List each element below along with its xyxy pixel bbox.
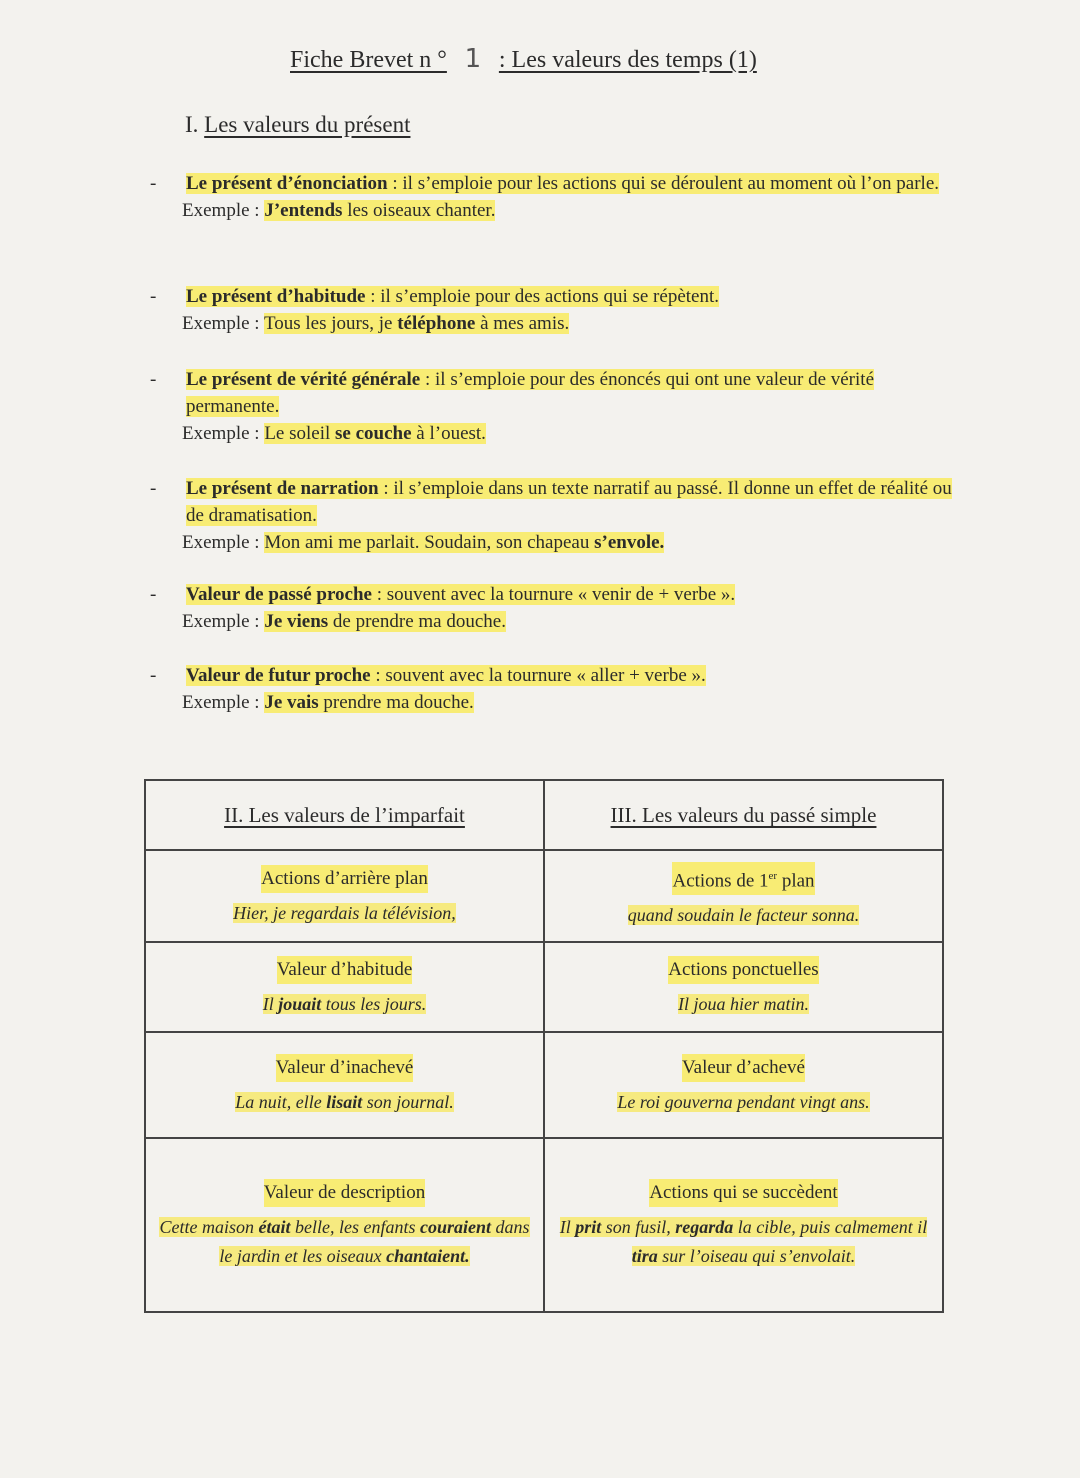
item-definition: : souvent avec la tournure « aller + verbe ». <box>370 665 706 686</box>
item-definition: : il s’emploie pour des énoncés qui ont une valeur de vérité permanente. <box>186 369 875 417</box>
table-header-row <box>145 780 943 850</box>
list-item: - Le présent de vérité générale : il s’emploie pour des énoncés qui ont une valeur de vérité permanente. Exemple : Le soleil se couche à l’ouest. <box>150 369 875 444</box>
value-label: Valeur de description <box>264 1179 425 1207</box>
list-item: - Valeur de passé proche : souvent avec la tournure « venir de + verbe ». Exemple : Je viens de prendre ma douche. <box>150 584 736 632</box>
item-definition: : souvent avec la tournure « venir de + verbe ». <box>371 584 736 605</box>
table-row <box>145 850 943 942</box>
table-cell <box>145 850 544 942</box>
example-label: Exemple : <box>182 313 264 334</box>
col-heading-passe-simple: III. Les valeurs du passé simple <box>544 780 943 850</box>
value-label: Actions de 1er plan <box>672 862 814 895</box>
page-title <box>290 44 757 74</box>
value-label: Actions qui se succèdent <box>649 1179 837 1207</box>
value-label: Valeur d’achevé <box>682 1054 805 1082</box>
value-example: Cette maison était belle, les enfants couraient dans le jardin et les oiseaux chantaient. <box>159 1217 530 1266</box>
value-label: Actions d’arrière plan <box>261 865 428 893</box>
section-heading-present <box>185 112 410 138</box>
list-item: - Le présent d’énonciation : il s’emploie pour les actions qui se déroulent au moment où l’on parle. Exemple : J’entends les oiseaux chanter. <box>150 173 940 221</box>
example-verb: s’envole. <box>594 532 665 553</box>
table-cell <box>145 1138 544 1312</box>
tenses-table <box>144 779 944 1313</box>
table-cell <box>544 850 943 942</box>
item-definition: : il s’emploie dans un texte narratif au passé. Il donne un effet de réalité ou de dramatisation. <box>186 478 952 526</box>
value-label: Valeur d’habitude <box>277 956 413 984</box>
item-definition: : il s’emploie pour les actions qui se déroulent au moment où l’on parle. <box>387 173 940 194</box>
title-right: : Les valeurs des temps (1) <box>498 47 757 73</box>
value-example: Le roi gouverna pendant vingt ans. <box>617 1091 870 1112</box>
table-cell <box>544 942 943 1032</box>
item-definition: : il s’emploie pour des actions qui se répètent. <box>365 286 719 307</box>
table-row <box>145 1138 943 1312</box>
section-numeral: I. <box>185 112 199 137</box>
value-label: Actions ponctuelles <box>668 956 818 984</box>
example-label: Exemple : <box>182 692 265 713</box>
example-verb: Je vais <box>264 692 319 713</box>
example-verb: Je viens <box>264 611 329 632</box>
example-verb: se couche <box>335 423 412 444</box>
value-example: La nuit, elle lisait son journal. <box>235 1091 454 1112</box>
col-heading-imparfait: II. Les valeurs de l’imparfait <box>145 780 544 850</box>
title-left: Fiche Brevet n ° <box>290 47 447 73</box>
list-item: - Valeur de futur proche : souvent avec la tournure « aller + verbe ». Exemple : Je vais prendre ma douche. <box>150 665 706 713</box>
table-cell <box>544 1138 943 1312</box>
item-term: Le présent de vérité générale <box>186 369 421 390</box>
example-label: Exemple : <box>182 611 265 632</box>
table-row <box>145 942 943 1032</box>
table-row <box>145 1032 943 1138</box>
value-example: Il joua hier matin. <box>678 993 809 1014</box>
table-cell <box>544 1032 943 1138</box>
item-term: Le présent de narration <box>186 478 379 499</box>
example-label: Exemple : <box>182 423 265 444</box>
list-item: - Le présent de narration : il s’emploie dans un texte narratif au passé. Il donne un effet de réalité ou de dramatisation. Exemple : Mon ami me parlait. Soudain, son chapeau s’envole. <box>150 478 952 553</box>
section-title: Les valeurs du présent <box>204 112 411 137</box>
value-example: Il jouait tous les jours. <box>262 993 427 1014</box>
table-cell <box>145 1032 544 1138</box>
example-verb: J’entends <box>264 200 343 221</box>
item-term: Le présent d’énonciation <box>186 173 388 194</box>
value-label: Valeur d’inachevé <box>276 1054 414 1082</box>
value-example: quand soudain le facteur sonna. <box>627 905 860 926</box>
item-term: Le présent d’habitude <box>186 286 366 307</box>
example-label: Exemple : <box>182 532 265 553</box>
item-term: Valeur de futur proche <box>186 665 371 686</box>
list-item: - Le présent d’habitude : il s’emploie pour des actions qui se répètent. Exemple : Tous les jours, je téléphone à mes amis. <box>150 286 719 334</box>
example-verb: téléphone <box>397 313 476 334</box>
value-example: Il prit son fusil, regarda la cible, puis calmement il tira sur l’oiseau qui s’envolait. <box>559 1217 928 1266</box>
item-term: Valeur de passé proche <box>186 584 372 605</box>
value-example: Hier, je regardais la télévision, <box>233 902 456 923</box>
example-label: Exemple : <box>182 200 265 221</box>
handwritten-number: 1 <box>464 44 482 74</box>
table-cell <box>145 942 544 1032</box>
